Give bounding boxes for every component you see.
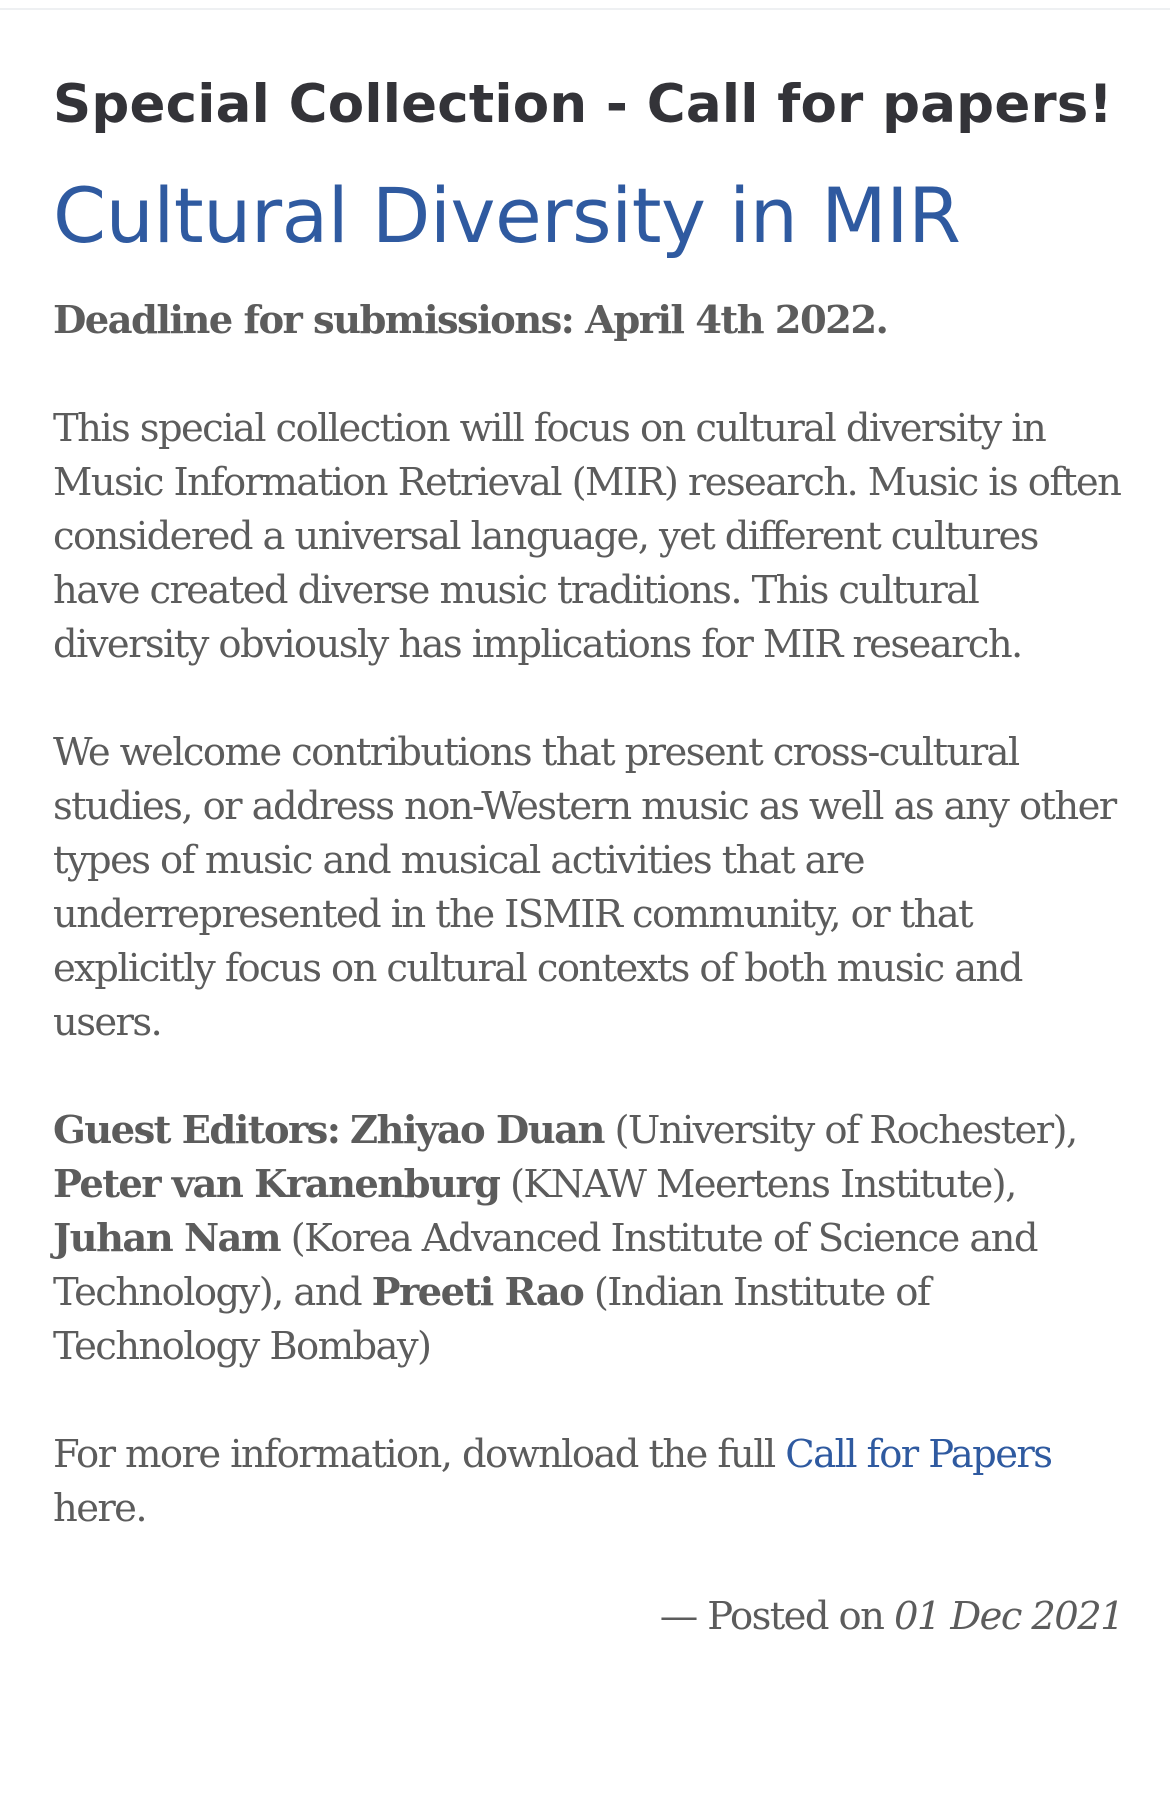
more-info-suffix: here. (53, 1486, 147, 1531)
editor-affiliation: (University of Rochester) (614, 1108, 1066, 1153)
editor-affiliation: (Indian Institute of Technology Bombay) (53, 1270, 930, 1369)
intro-paragraph: This special collection will focus on cultural diversity in Music Information Retrieval (MIR) research. Music is often considered a universal language, yet different cultures have created diverse music traditions. This cultural diversity obviously has implications for MIR research. (53, 406, 1121, 667)
editor-affiliation: (Korea Advanced Institute of Science and Technology) (53, 1216, 1037, 1315)
call-for-papers-link[interactable]: Call for Papers (785, 1432, 1052, 1477)
guest-editors-paragraph (53, 1104, 1123, 1374)
more-info-prefix: For more information, download the full (53, 1432, 786, 1477)
editor-separator: , (1005, 1162, 1016, 1207)
editor-name: Peter van Kranenburg (53, 1162, 500, 1207)
more-info-paragraph (53, 1428, 1123, 1536)
editor-name: Juhan Nam (53, 1216, 281, 1261)
editor-separator: , (1065, 1108, 1077, 1153)
welcome-paragraph: We welcome contributions that present cross-cultural studies, or address non-Western music as well as any other types of music and musical activities that are underrepresented in the ISMIR community, or that explicitly focus on cultural contexts of both music and users. (53, 730, 1116, 1045)
posted-prefix: — Posted on (659, 1594, 894, 1639)
editor-name: Zhiyao Duan (350, 1108, 604, 1153)
collection-title: Cultural Diversity in MIR (53, 171, 961, 260)
article (53, 60, 1123, 1644)
posted-line (53, 1590, 1123, 1644)
posted-date: 01 Dec 2021 (893, 1594, 1123, 1639)
editor-affiliation: (KNAW Meertens Institute) (510, 1162, 1006, 1207)
section-kicker: Special Collection - Call for papers! (53, 74, 1113, 135)
guest-editors-label: Guest Editors: (53, 1108, 340, 1153)
top-divider (0, 8, 1170, 10)
deadline-text: Deadline for submissions: April 4th 2022. (53, 298, 888, 343)
editor-name: Preeti Rao (371, 1270, 584, 1315)
editor-separator: , and (272, 1270, 372, 1315)
